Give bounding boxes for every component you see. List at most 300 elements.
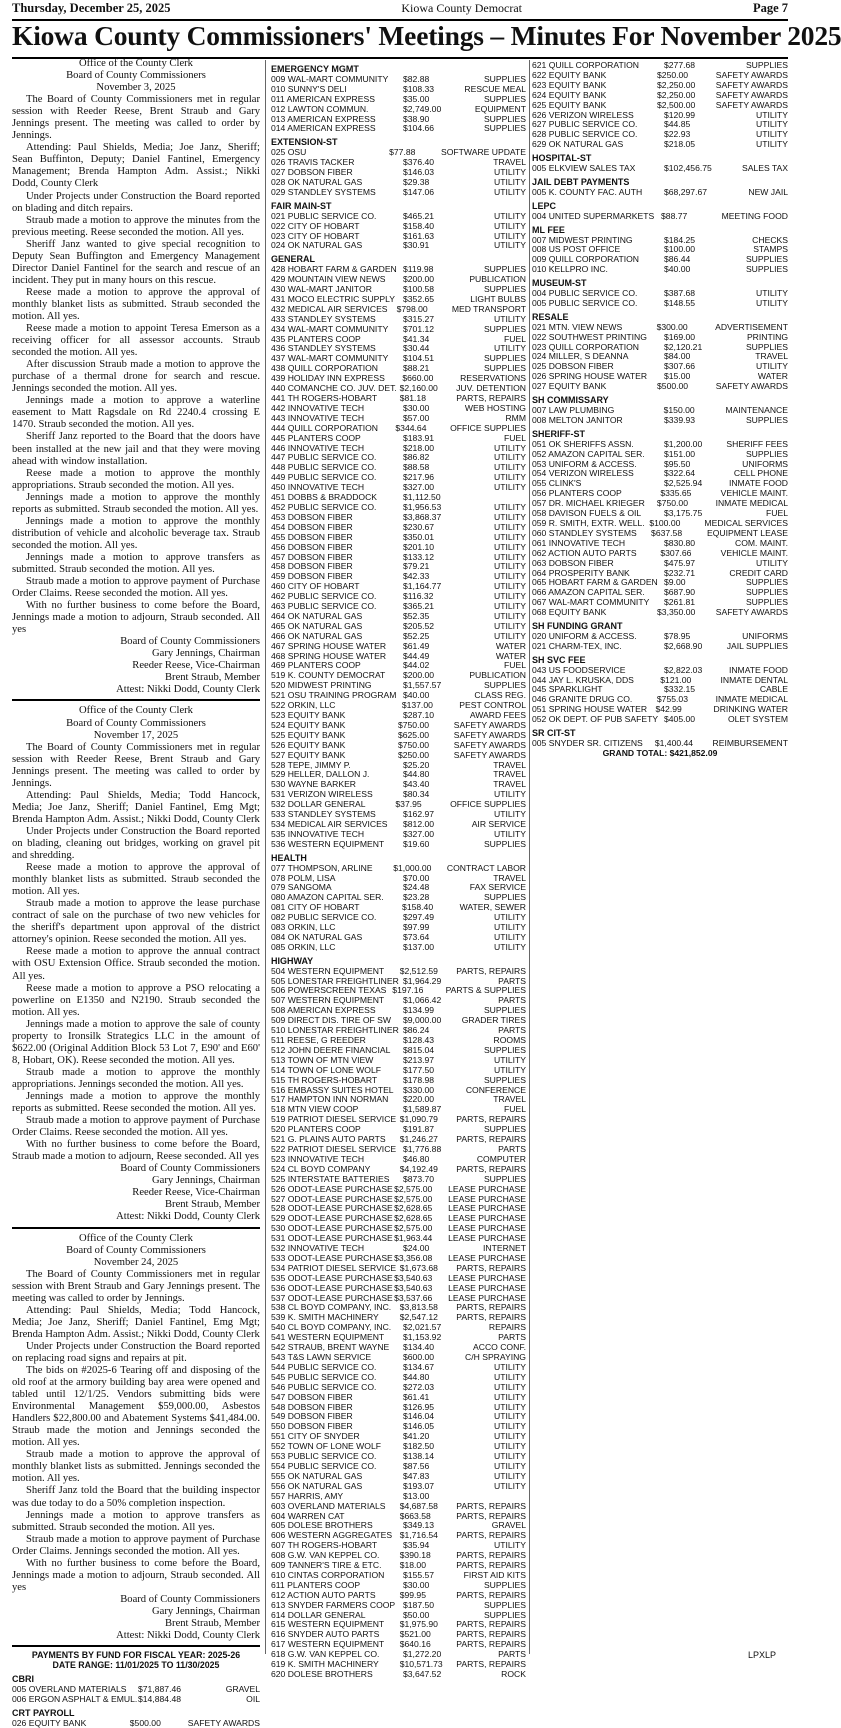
amount: $1,716.54 (399, 1530, 438, 1541)
minutes-header-line: November 3, 2025 (96, 82, 176, 94)
purpose: SUPPLIES (745, 597, 788, 608)
payee: 021 CHARM-TEX, INC. (532, 640, 622, 651)
purpose: MEETING FOOD (721, 210, 788, 221)
purpose: TRAVEL (493, 1094, 526, 1105)
purpose: PARTS, REPAIRS (456, 1510, 526, 1521)
section-divider (12, 1645, 260, 1647)
purpose: UTILITY (756, 557, 788, 568)
payments-column-3-list (532, 61, 788, 749)
payee: 005 ELKVIEW SALES TAX (532, 163, 636, 174)
purpose: INMATE MEDICAL (715, 498, 788, 509)
purpose: UTILITY (756, 288, 788, 299)
minutes-paragraph: Sheriff Janz wanted to give special recognition to Deputy Sean Buffington and Emergency Management Director Daniel Fantinel for the search and rescue of an incident. They put in many hours on this rescue. (12, 238, 260, 286)
payee: 059 R. SMITH, EXTR. WELL. (532, 517, 645, 528)
payee: 545 PUBLIC SERVICE CO. (271, 1371, 377, 1382)
purpose: UTILITY (494, 1431, 526, 1442)
amount: $3,350.00 (657, 607, 696, 618)
purpose: SUPPLIES (483, 284, 526, 295)
amount: $35.00 (403, 93, 430, 104)
minutes-paragraph: Reese made a motion to approve the approval of monthly blanket lists as submitted. Straub seconded the motion. All yes. (12, 286, 260, 322)
amount: $465.21 (403, 210, 435, 221)
amount: $2,250.00 (657, 79, 696, 90)
purpose: UTILITY (494, 220, 526, 231)
payee: 534 PATRIOT DIESEL SERVICE (271, 1262, 397, 1273)
fund-heading: GENERAL (271, 254, 316, 265)
payee: 517 HAMPTON INN NORMAN (271, 1094, 389, 1105)
amount: $119.98 (403, 264, 434, 275)
amount: $38.90 (403, 113, 430, 124)
purpose: ROOMS (493, 1035, 526, 1045)
amount: $1,956.53 (403, 501, 442, 512)
amount: $218.05 (664, 139, 696, 150)
payee: 617 WESTERN EQUIPMENT (271, 1639, 385, 1650)
payee: 538 CL BOYD COMPANY, INC. (271, 1302, 392, 1313)
amount: $3,540.63 (394, 1272, 433, 1283)
payee: 623 EQUITY BANK (532, 79, 607, 90)
purpose: ROCK (501, 1669, 526, 1679)
payee: 625 EQUITY BANK (532, 99, 607, 110)
purpose: SAFETY AWARDS (453, 729, 526, 740)
meeting-minutes (12, 1233, 260, 1643)
payment-row (271, 241, 526, 251)
payee: 537 ODOT-LEASE PURCHASE (271, 1292, 393, 1303)
amount: $600.00 (403, 1352, 435, 1362)
purpose: SUPPLIES (483, 1124, 526, 1135)
payee: 005 PUBLIC SERVICE CO. (532, 297, 638, 308)
purpose: PARTS, REPAIRS (456, 1262, 526, 1273)
purpose: LEASE PURCHASE (448, 1183, 526, 1194)
payee: 528 ODOT-LEASE PURCHASE (271, 1203, 393, 1214)
payee: 524 CL BOYD COMPANY (271, 1163, 371, 1174)
amount: $9,000.00 (403, 1015, 442, 1026)
payee: 544 PUBLIC SERVICE CO. (271, 1361, 377, 1372)
purpose: SUPPLIES (483, 1599, 526, 1610)
minutes-header-line: Office of the County Clerk (79, 1232, 193, 1244)
purpose: WATER, SEWER (459, 902, 526, 913)
purpose: LIGHT BULBS (470, 293, 526, 304)
amount: $146.05 (403, 1421, 435, 1432)
amount: $148.55 (664, 297, 696, 308)
payee: 465 OK NATURAL GAS (271, 620, 363, 631)
payment-row (532, 164, 788, 174)
purpose: OFFICE SUPPLIES (450, 799, 526, 810)
payee: 061 INNOVATIVE TECH (532, 537, 626, 548)
payee: 026 EQUITY BANK (12, 1717, 87, 1728)
amount: $2,512.59 (399, 965, 438, 976)
amount: $2,822.03 (664, 664, 703, 675)
signature-line: Gary Jennings, Chairman (152, 648, 260, 660)
minutes-paragraph: Reese made a motion to approve the annual contract with OSU Extension Office. Straub seconded the motion. All yes. (12, 946, 260, 982)
purpose: SAFETY AWARDS (715, 99, 788, 110)
payee: 004 UNITED SUPERMARKETS (532, 210, 655, 221)
payee: 622 EQUITY BANK (532, 69, 607, 80)
payee: 011 AMERICAN EXPRESS (271, 93, 375, 104)
amount: $13.00 (403, 1490, 430, 1501)
purpose: UTILITY (494, 442, 526, 453)
amount: $73.64 (403, 931, 430, 942)
amount: $2,575.00 (394, 1223, 433, 1234)
payee: 529 HELLER, DALLON J. (271, 769, 370, 780)
purpose: PARTS (498, 1025, 526, 1036)
purpose: SUPPLIES (745, 587, 788, 598)
payee: 066 AMAZON CAPITAL SER. (532, 587, 645, 598)
payee: 621 QUILL CORPORATION (532, 60, 639, 70)
purpose: INMATE FOOD (728, 478, 788, 489)
payee: 444 QUILL CORPORATION (271, 422, 378, 433)
signature-line: Attest: Nikki Dodd, County Clerk (116, 1211, 260, 1223)
amount: $1,975.90 (399, 1619, 438, 1630)
fund-heading: CBRI (12, 1673, 34, 1684)
purpose: PARTS, REPAIRS (456, 1312, 526, 1323)
fund-heading: ML FEE (532, 224, 565, 235)
payment-row (532, 140, 788, 150)
payee: 508 AMERICAN EXPRESS (271, 1005, 376, 1016)
payee: 451 DOBBS & BRADDOCK (271, 492, 378, 503)
payee: 523 EQUITY BANK (271, 710, 346, 720)
purpose: CABLE (759, 684, 788, 695)
minutes-paragraph: Reese made a motion to approve the monthly appropriations. Straub seconded the motion. All yes. (12, 467, 260, 491)
amount: $307.66 (660, 547, 692, 558)
payee: 613 SNYDER FARMERS COOP (271, 1599, 396, 1610)
payee: 524 EQUITY BANK (271, 719, 346, 730)
payment-row (271, 188, 526, 198)
amount: $687.90 (664, 587, 696, 598)
payee: 556 OK NATURAL GAS (271, 1480, 363, 1491)
purpose: TRAVEL (493, 157, 526, 168)
fund-heading: EXTENSION-ST (271, 137, 338, 148)
payment-row (532, 416, 788, 426)
purpose: WATER (757, 371, 788, 382)
payment-row (532, 559, 788, 569)
payee: 022 SOUTHWEST PRINTING (532, 331, 647, 342)
signature-line: Brent Straub, Member (164, 1199, 260, 1211)
amount: $15.00 (664, 371, 691, 382)
payee: 079 SANGOMA (271, 882, 332, 893)
payment-row (271, 1670, 526, 1680)
purpose: SAFETY AWARDS (453, 749, 526, 760)
payee: 540 CL BOYD COMPANY, INC. (271, 1322, 392, 1333)
minutes-paragraph: Straub made a motion to approve the minutes from the previous meeting. Reese seconded the motion. All yes. (12, 214, 260, 238)
purpose: PARTS (498, 1143, 526, 1154)
purpose: UTILITY (494, 313, 526, 324)
payee: 428 HOBART FARM & GARDEN (271, 264, 397, 275)
payee: 449 PUBLIC SERVICE CO. (271, 472, 377, 483)
signature-line: Gary Jennings, Chairman (152, 1175, 260, 1187)
minutes-paragraph: Jennings made a motion to approve the monthly reports as submitted. Reese seconded the motion. All yes. (12, 1090, 260, 1115)
minutes-paragraph: Reese made a motion to approve the approval of monthly blanket lists as submitted. Straub seconded the motion. All yes. (12, 862, 260, 898)
payee: 025 DOBSON FIBER (532, 361, 614, 372)
purpose: TRAVEL (493, 872, 526, 883)
amount: $2,120.21 (664, 341, 703, 352)
purpose: UNIFORMS (742, 630, 788, 641)
signature-line: Attest: Nikki Dodd, County Clerk (116, 1630, 260, 1642)
purpose: TRAVEL (493, 769, 526, 780)
amount: $108.33 (403, 83, 435, 94)
amount: $1,112.50 (403, 492, 441, 503)
amount: $161.63 (403, 230, 435, 241)
amount: $376.40 (403, 157, 435, 168)
payee: 616 SNYDER AUTO PARTS (271, 1629, 380, 1640)
payee: 024 OK NATURAL GAS (271, 240, 363, 251)
payee: 547 DOBSON FIBER (271, 1391, 353, 1402)
payee: 528 TEPE, JIMMY P. (271, 759, 351, 770)
purpose: SAFETY AWARDS (453, 719, 526, 730)
payee: 511 REESE, G REEDER (271, 1035, 366, 1045)
payee: 548 DOBSON FIBER (271, 1401, 353, 1412)
amount: $87.56 (403, 1460, 430, 1471)
amount: $344.64 (395, 422, 427, 433)
column-divider (265, 60, 266, 1654)
amount: $2,575.00 (394, 1183, 433, 1194)
amount: $2,628.65 (394, 1213, 433, 1224)
amount: $68,297.67 (664, 186, 708, 197)
payee: 439 HOLIDAY INN EXPRESS (271, 373, 385, 384)
amount: $191.87 (403, 1124, 435, 1135)
payee: 530 ODOT-LEASE PURCHASE (271, 1223, 393, 1234)
amount: $104.51 (403, 353, 435, 364)
amount: $232.71 (664, 567, 696, 578)
fund-heading: HEALTH (271, 852, 307, 863)
purpose: LEASE PURCHASE (448, 1223, 526, 1234)
payee: 067 WAL-MART COMMUNITY (532, 597, 650, 608)
minutes-list (12, 58, 260, 1647)
amount: $327.00 (403, 482, 435, 493)
minutes-paragraph: With no further business to come before the Board, Jennings made a motion to adjourn, Straub seconded. All yes (12, 1557, 260, 1593)
payee: 464 OK NATURAL GAS (271, 610, 363, 621)
purpose: DRINKING WATER (713, 704, 788, 715)
amount: $138.14 (403, 1451, 435, 1462)
minutes-paragraph: Under Projects under Construction the Board reported on replacing road signs and repairs at pit. (12, 1340, 260, 1364)
purpose: RMM (505, 412, 526, 423)
payee: 519 K. COUNTY DEMOCRAT (271, 670, 386, 681)
purpose: UTILITY (494, 789, 526, 800)
payment-row (271, 222, 526, 232)
purpose: UTILITY (494, 240, 526, 251)
amount: $182.50 (403, 1441, 435, 1452)
amount: $218.00 (403, 442, 435, 453)
purpose: CREDIT CARD (729, 567, 788, 578)
amount: $1,200.00 (664, 438, 703, 449)
amount: $217.96 (403, 472, 435, 483)
purpose: INTERNET (483, 1243, 526, 1254)
purpose: UTILITY (756, 297, 788, 308)
amount: $2,749.00 (403, 103, 442, 114)
purpose: UTILITY (494, 511, 526, 522)
payee: 020 UNIFORM & ACCESS. (532, 630, 637, 641)
purpose: TRAVEL (493, 779, 526, 790)
purpose: EQUIPMENT LEASE (706, 527, 788, 538)
purpose: UTILITY (494, 1480, 526, 1491)
purpose: PARTS, REPAIRS (456, 1500, 526, 1511)
payee: 438 QUILL CORPORATION (271, 363, 378, 374)
payments-column-2 (271, 61, 526, 1680)
payee: 629 OK NATURAL GAS (532, 139, 624, 150)
purpose: PEST CONTROL (459, 700, 526, 711)
purpose: INMATE MEDICAL (715, 694, 788, 705)
minutes-paragraph: Jennings made a motion to approve transfers as submitted. Straub seconded the motion. All yes. (12, 1509, 260, 1533)
payee: 533 STANDLEY SYSTEMS (271, 809, 376, 820)
payee: 058 DAVISON FUELS & OIL (532, 508, 642, 519)
amount: $162.97 (403, 809, 435, 820)
amount: $701.12 (403, 323, 435, 334)
purpose: SAFETY AWARDS (715, 69, 788, 80)
payee: 513 TOWN OF MTN VIEW (271, 1054, 374, 1065)
amount: $297.49 (403, 912, 435, 923)
payee: 525 INTERSTATE BATTERIES (271, 1173, 390, 1184)
purpose: UTILITY (756, 109, 788, 120)
payee: 522 PATRIOT DIESEL SERVICE (271, 1143, 397, 1154)
amount: $137.00 (401, 700, 433, 711)
payee: 520 PLANTERS COOP (271, 1124, 361, 1135)
purpose: UTILITY (494, 1441, 526, 1452)
purpose: SUPPLIES (483, 1173, 526, 1184)
amount: $1,000.00 (393, 862, 432, 873)
amount: $213.97 (403, 1054, 435, 1065)
payee: 455 DOBSON FIBER (271, 531, 353, 542)
amount: $637.58 (651, 527, 683, 538)
purpose: UTILITY (494, 1391, 526, 1402)
amount: $177.50 (403, 1064, 435, 1075)
payee: 009 WAL-MART COMMUNITY (271, 73, 389, 84)
purpose: CHECKS (752, 234, 788, 245)
purpose: PARTS, REPAIRS (456, 1619, 526, 1630)
payee: 023 QUILL CORPORATION (532, 341, 639, 352)
payee: 457 DOBSON FIBER (271, 551, 353, 562)
payee: 012 LAWTON COMMUN. (271, 103, 369, 114)
amount: $40.00 (403, 690, 430, 701)
amount: $349.13 (403, 1520, 435, 1531)
minutes-paragraph: Under Projects under Construction the Board reported on blading and ditch repairs. (12, 190, 260, 214)
purpose: UTILITY (494, 230, 526, 241)
amount: $815.04 (403, 1044, 435, 1055)
minutes-paragraph: Straub made a motion to approve payment of Purchase Order Claims. Reese seconded the motion. All yes. (12, 1115, 260, 1139)
payee: 536 WESTERN EQUIPMENT (271, 838, 385, 849)
payee: 526 EQUITY BANK (271, 739, 346, 750)
purpose: REPAIRS (488, 1322, 526, 1333)
amount: $3,540.63 (394, 1282, 433, 1293)
payee: 431 MOCO ELECTRIC SUPPLY (271, 293, 396, 304)
payment-row (271, 943, 526, 953)
amount: $82.88 (403, 73, 430, 84)
amount: $812.00 (403, 818, 435, 829)
payee: 064 PROSPERITY BANK (532, 567, 630, 578)
payee: 608 G.W. VAN KEPPEL CO. (271, 1550, 380, 1561)
amount: $95.50 (664, 458, 691, 469)
purpose: SUPPLIES (745, 577, 788, 588)
amount: $70.00 (403, 872, 430, 883)
purpose: UTILITY (494, 462, 526, 473)
payee: 542 STRAUB, BRENT WAYNE (271, 1342, 390, 1353)
payee: 532 DOLLAR GENERAL (271, 799, 366, 810)
payee: 007 MIDWEST PRINTING (532, 234, 633, 245)
amount: $100.00 (664, 244, 696, 255)
payee: 010 KELLPRO INC. (532, 264, 608, 275)
payee: 044 JAY L. KRUSKA, DDS (532, 674, 634, 685)
payments-column-1 (12, 1675, 260, 1728)
amount: $1,272.20 (403, 1649, 442, 1660)
payee: 026 SPRING HOUSE WATER (532, 371, 648, 382)
amount: $81.18 (399, 393, 426, 403)
amount: $30.00 (403, 402, 430, 413)
amount: $120.99 (664, 109, 696, 120)
purpose: UTILITY (756, 129, 788, 140)
payee: 062 ACTION AUTO PARTS (532, 547, 637, 558)
minutes-paragraph: Attending: Paul Shields, Media; Joe Janz, Sheriff; Sean Buffinton, Deputy; Daniel Fantinel, Emergency Management; Brenda Hampton Adm. Assist.; Nikki Dodd, County Clerk (12, 142, 260, 190)
payee: 045 SPARKLIGHT (532, 684, 603, 695)
amount: $52.25 (403, 630, 430, 641)
amount: $2,500.00 (657, 99, 696, 110)
purpose: CLASS REG. (474, 690, 526, 701)
amount: $44.02 (403, 660, 430, 671)
amount: $755.03 (656, 694, 688, 705)
payment-row (271, 124, 526, 134)
payee: 526 ODOT-LEASE PURCHASE (271, 1183, 393, 1194)
payee: 462 PUBLIC SERVICE CO. (271, 591, 377, 602)
purpose: UTILITY (494, 922, 526, 933)
purpose: CELL PHONE (733, 468, 788, 479)
payee: 024 MILLER, S DEANNA (532, 351, 629, 362)
amount: $830.80 (664, 537, 696, 548)
purpose: SUPPLIES (745, 60, 788, 70)
payee: 606 WESTERN AGGREGATES (271, 1530, 393, 1541)
minutes-paragraph: Straub made a motion to approve payment of Purchase Order Claims. Jennings seconded the motion. All yes. (12, 1533, 260, 1557)
minutes-paragraph: With no further business to come before the Board, Straub made a motion to adjourn, Reese seconded. All yes (12, 1139, 260, 1163)
payee: 440 COMANCHE CO. JUV. DET. (271, 383, 397, 394)
amount: $750.00 (397, 719, 430, 730)
purpose: SALES TAX (741, 163, 788, 174)
purpose: UTILITY (494, 561, 526, 572)
purpose: UTILITY (494, 452, 526, 463)
signature-line: Board of County Commissioners (120, 636, 260, 648)
fund-heading: RESALE (532, 311, 569, 322)
signature-line: Board of County Commissioners (120, 1163, 260, 1175)
amount: $116.32 (403, 591, 434, 602)
purpose: UTILITY (494, 601, 526, 612)
payee: 467 SPRING HOUSE WATER (271, 640, 387, 651)
purpose: UTILITY (494, 1381, 526, 1392)
payee: 607 TH ROGERS-HOBART (271, 1540, 378, 1551)
purpose: UTILITY (494, 1054, 526, 1065)
purpose: PARTS, REPAIRS (456, 1560, 526, 1571)
payee: 522 ORKIN, LLC (271, 700, 336, 711)
purpose: SAFETY AWARDS (715, 79, 788, 90)
purpose: UTILITY (494, 581, 526, 592)
purpose: FUEL (766, 508, 788, 519)
payee: 609 TANNER'S TIRE & ETC. (271, 1560, 382, 1571)
amount: $151.00 (664, 448, 696, 459)
amount: $1,090.79 (399, 1114, 438, 1125)
payee: 437 WAL-MART COMMUNITY (271, 353, 389, 364)
payee: 068 EQUITY BANK (532, 607, 607, 618)
purpose: UTILITY (494, 541, 526, 552)
minutes-paragraph: Jennings made a motion to approve a waterline easement to Matt Ragsdale on Rd 2240.4 crossing E 1470. Straub seconded the motion. All yes. (12, 395, 260, 431)
amount: $44.49 (403, 650, 430, 661)
payee: 557 HARRIS, AMY (271, 1490, 344, 1501)
purpose: SUPPLIES (483, 1609, 526, 1620)
amount: $205.52 (403, 620, 435, 631)
amount: $14,884.48 (138, 1693, 182, 1704)
payee: 555 OK NATURAL GAS (271, 1470, 363, 1481)
amount: $250.00 (397, 749, 430, 760)
fund-heading: JAIL DEBT PAYMENTS (532, 176, 630, 187)
payee: 023 CITY OF HOBART (271, 230, 360, 241)
amount: $390.18 (399, 1550, 431, 1561)
amount: $37.95 (395, 799, 422, 810)
purpose: LEASE PURCHASE (448, 1213, 526, 1224)
purpose: PUBLICATION (469, 274, 526, 285)
amount: $332.15 (664, 684, 696, 695)
payee: 510 LONESTAR FREIGHTLINER (271, 1025, 399, 1036)
